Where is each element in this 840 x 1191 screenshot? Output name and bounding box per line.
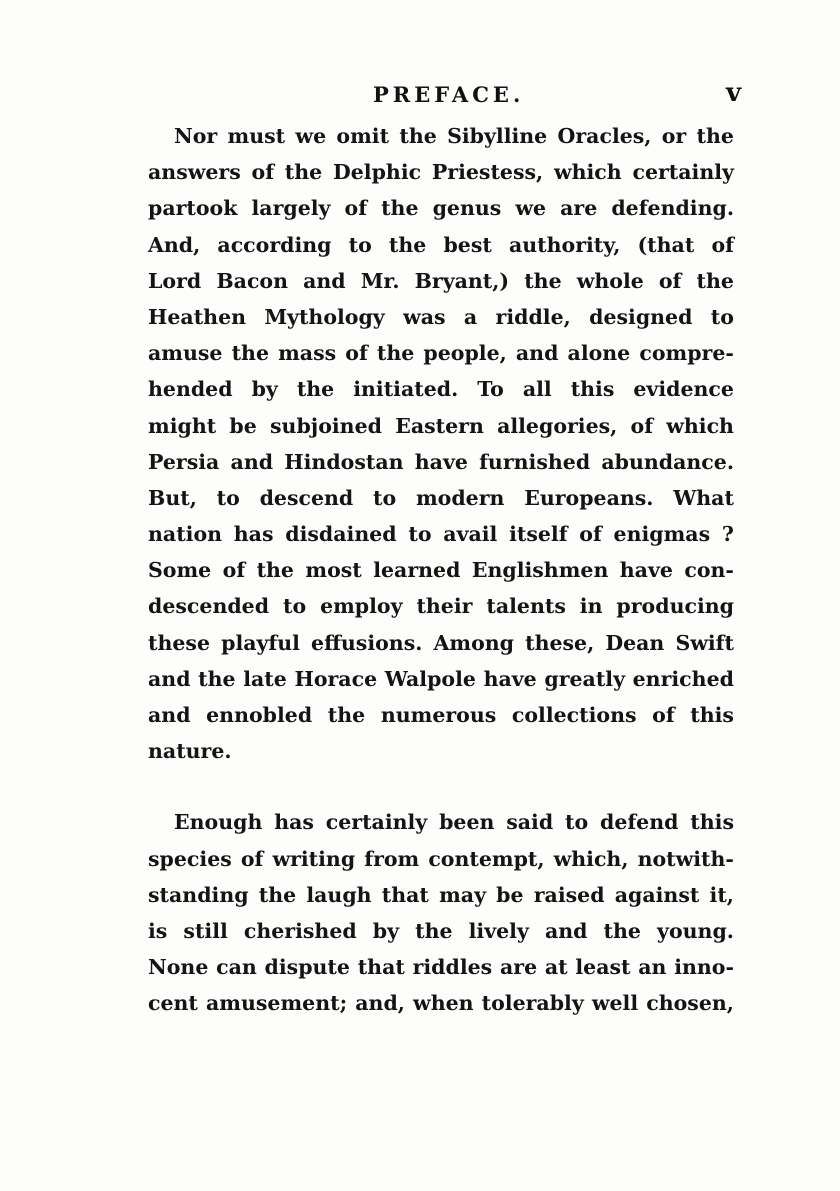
word: designed [589, 304, 693, 329]
word: of [658, 268, 682, 293]
word: an [638, 955, 667, 980]
word: and [230, 449, 274, 474]
word: dispute [264, 955, 350, 980]
word: Priestess, [431, 160, 544, 185]
word: in [579, 594, 603, 619]
word: allegories, [497, 413, 618, 438]
text-line [148, 444, 734, 480]
word: certainly [632, 160, 734, 185]
word: playful [221, 630, 300, 655]
word: And, [148, 232, 201, 257]
word: cherished [243, 918, 357, 943]
word: the [327, 703, 366, 727]
word: descend [259, 485, 354, 510]
word: evidence [633, 377, 734, 402]
word: the [198, 666, 236, 691]
text-line [148, 733, 734, 769]
word: may [439, 882, 486, 907]
word: their [416, 594, 473, 619]
text-line [148, 118, 734, 154]
word: raised [533, 882, 605, 907]
text-line [148, 985, 734, 1021]
word: writing [272, 846, 356, 871]
word: laugh [306, 882, 372, 907]
word: producing [616, 594, 734, 619]
word: and [544, 918, 588, 943]
word: the [256, 558, 294, 583]
word: standing [148, 882, 249, 907]
word: defend [599, 810, 679, 835]
word: have [483, 666, 537, 691]
word: and [303, 268, 346, 293]
word: tolerably [481, 991, 584, 1016]
word: a [463, 304, 478, 329]
word: None [148, 955, 209, 980]
word: to [408, 522, 432, 547]
word: chosen, [646, 991, 734, 1016]
word: initiated. [353, 377, 459, 402]
word: contempt, [428, 846, 545, 871]
text-line [148, 408, 734, 444]
paragraph-gap [148, 769, 734, 804]
word: that [357, 955, 405, 980]
word: Eastern [395, 413, 484, 438]
word: Europeans. [524, 485, 654, 510]
text-line [148, 913, 734, 949]
word: itself [509, 522, 568, 547]
word: Persia [148, 449, 220, 474]
word: genus [432, 196, 502, 221]
word: omit [336, 124, 390, 148]
text-line [148, 697, 734, 733]
word: (that [637, 232, 695, 257]
text-line [148, 335, 734, 371]
word: according [217, 232, 332, 257]
word: we [295, 124, 327, 148]
word: and, [355, 991, 405, 1016]
word: nation [148, 522, 223, 547]
word: effusions. [311, 630, 423, 655]
word: descended [148, 594, 270, 619]
text-line [148, 299, 734, 335]
word: from [364, 846, 420, 871]
word: at [544, 955, 568, 980]
word: and [515, 341, 559, 366]
text-line [148, 661, 734, 697]
word: have [619, 558, 673, 583]
text-line [148, 588, 734, 624]
word: and [148, 703, 191, 727]
word: Hindostan [284, 449, 404, 474]
word: well [591, 991, 639, 1016]
word: was [403, 304, 446, 329]
word: employ [320, 594, 403, 619]
word: Mr. [360, 268, 400, 293]
word: defending. [611, 196, 734, 221]
text-line [148, 804, 734, 840]
body-text [148, 118, 734, 1022]
word: the [231, 341, 269, 366]
word: notwith- [637, 846, 734, 871]
word: talents [486, 594, 566, 619]
running-title: PREFACE. [373, 82, 525, 107]
running-head [0, 78, 840, 116]
word: this [570, 377, 615, 402]
word: of [345, 341, 368, 366]
word: that [381, 882, 429, 907]
word: to [282, 594, 307, 619]
word: the [296, 377, 335, 402]
paragraph [148, 804, 734, 1021]
word: amuse [148, 341, 223, 366]
word: these, [525, 630, 595, 655]
text-line [148, 516, 734, 552]
word: which [553, 160, 622, 185]
word: compre- [639, 341, 734, 366]
word: Dean [605, 630, 665, 655]
word: nature. [148, 739, 232, 764]
text-line [148, 227, 734, 263]
word: mass [278, 341, 337, 366]
word: the [388, 232, 427, 257]
word: Horace [294, 666, 378, 691]
word: disdained [285, 522, 397, 547]
word: the [696, 124, 734, 148]
word: To [477, 377, 504, 402]
word: late [243, 666, 287, 691]
word: enriched [632, 666, 734, 691]
text-line [148, 154, 734, 190]
word: answers [148, 160, 241, 185]
word: the [381, 196, 419, 221]
word: Nor [174, 124, 218, 148]
word: Among [433, 630, 514, 655]
word: to [373, 485, 397, 510]
word: the [603, 918, 641, 943]
word: has [233, 522, 274, 547]
word: young. [657, 918, 734, 943]
word: Englishmen [471, 558, 609, 583]
word: species [148, 846, 232, 871]
text-line [148, 841, 734, 877]
word: people, [423, 341, 507, 366]
word: furnished [479, 449, 591, 474]
word: Sibylline [447, 124, 548, 148]
word: Lord [148, 268, 202, 293]
word: Enough [174, 810, 263, 835]
word: to [216, 485, 240, 510]
word: ennobled [206, 703, 313, 727]
word: the [376, 341, 415, 366]
word: of [652, 703, 675, 727]
text-line [148, 263, 734, 299]
word: avail [443, 522, 498, 547]
word: or [661, 124, 687, 148]
text-line [148, 949, 734, 985]
word: said [506, 810, 554, 835]
word: lively [468, 918, 529, 943]
word: this [690, 703, 734, 727]
word: alone [567, 341, 631, 366]
word: by [372, 918, 400, 943]
word: must [227, 124, 286, 148]
word: subjoined [270, 413, 382, 438]
word: Heathen [148, 304, 247, 329]
text-line [148, 371, 734, 407]
text-line [148, 480, 734, 516]
word: we [515, 196, 547, 221]
word: ? [721, 522, 734, 547]
text-line [148, 877, 734, 913]
word: of [630, 413, 654, 438]
word: can [216, 955, 257, 980]
word: hended [148, 377, 233, 402]
text-line [148, 552, 734, 588]
word: are [560, 196, 598, 221]
word: con- [684, 558, 734, 583]
word: learned [373, 558, 461, 583]
word: to [348, 232, 372, 257]
word: of [711, 232, 734, 257]
word: riddle, [495, 304, 571, 329]
word: be [229, 413, 257, 438]
word: Swift [675, 630, 734, 655]
word: of [251, 160, 275, 185]
word: whole [576, 268, 644, 293]
word: Walpole [384, 666, 476, 691]
word: Bacon [216, 268, 288, 293]
word: collections [511, 703, 637, 727]
word: greatly [544, 666, 625, 691]
word: What [673, 485, 734, 510]
word: certainly [325, 810, 428, 835]
word: which [666, 413, 734, 438]
word: Delphic [332, 160, 422, 185]
word: the [399, 124, 437, 148]
word: against [614, 882, 700, 907]
word: Mythology [264, 304, 385, 329]
word: the [258, 882, 297, 907]
word: these [148, 630, 211, 655]
word: still [183, 918, 228, 943]
page-number: v [726, 78, 742, 108]
word: Bryant,) [414, 268, 510, 293]
word: is [148, 918, 168, 943]
word: of [222, 558, 246, 583]
word: to [565, 810, 589, 835]
word: Oracles, [557, 124, 652, 148]
word: all [522, 377, 552, 402]
text-line [148, 190, 734, 226]
word: largely [251, 196, 331, 221]
word: the [284, 160, 323, 185]
word: the [415, 918, 453, 943]
word: are [499, 955, 538, 980]
word: riddles [412, 955, 493, 980]
word: might [148, 413, 217, 438]
word: of [344, 196, 368, 221]
word: has [274, 810, 314, 835]
word: have [414, 449, 468, 474]
word: by [251, 377, 278, 402]
word: to [710, 304, 734, 329]
word: enigmas [613, 522, 711, 547]
word: been [439, 810, 495, 835]
paragraph [148, 118, 734, 769]
word: most [305, 558, 362, 583]
word: authority, [508, 232, 621, 257]
text-line [148, 625, 734, 661]
word: inno- [674, 955, 734, 980]
word: the [696, 268, 734, 293]
word: of [240, 846, 264, 871]
word: this [690, 810, 734, 835]
word: modern [415, 485, 505, 510]
word: amusement; [206, 991, 348, 1016]
word: and [148, 666, 191, 691]
word: it, [709, 882, 734, 907]
word: But, [148, 485, 197, 510]
word: least [575, 955, 631, 980]
word: the [524, 268, 562, 293]
word: which, [553, 846, 629, 871]
word: best [443, 232, 492, 257]
word: of [579, 522, 602, 547]
word: partook [148, 196, 238, 221]
word: when [413, 991, 474, 1016]
word: be [496, 882, 524, 907]
word: cent [148, 991, 198, 1016]
word: numerous [380, 703, 497, 727]
word: abundance. [601, 449, 734, 474]
word: Some [148, 558, 212, 583]
